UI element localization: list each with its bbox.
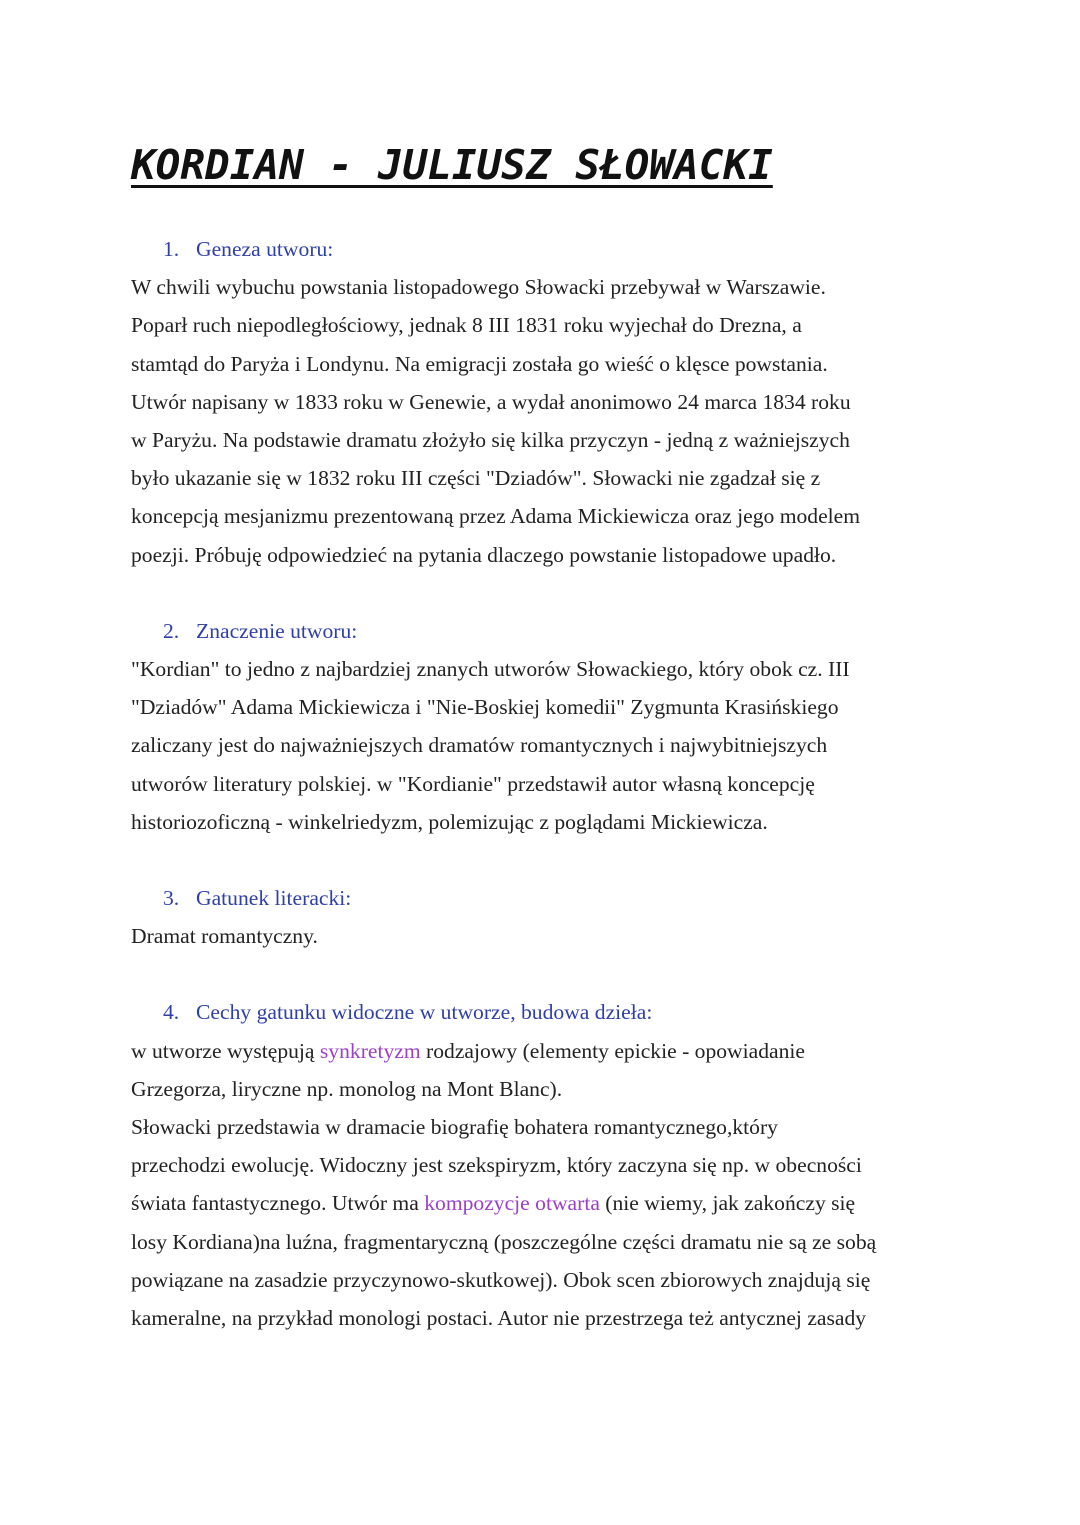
section-number: 4.: [163, 1000, 180, 1025]
section-genre-features: [131, 993, 951, 1337]
text-line: koncepcją mesjanizmu prezentowaną przez Adama Mickiewicza oraz jego modelem: [131, 504, 861, 529]
text-line: [131, 1191, 855, 1215]
text-line: [131, 1039, 805, 1063]
section-number: 1.: [163, 237, 180, 261]
paragraph: [131, 268, 951, 574]
section-number: 2.: [163, 618, 180, 643]
section-heading: [131, 879, 951, 917]
section-heading: [131, 230, 951, 268]
section-heading-text: Gatunek literacki:: [196, 886, 352, 911]
text-line: historiozoficzną - winkelriedyzm, polemizując z poglądami Mickiewicza.: [131, 809, 768, 834]
text-line: "Dziadów" Adama Mickiewicza i "Nie-Boskiej komedii" Zygmunta Krasińskiego: [131, 695, 839, 720]
section-heading-text: Cechy gatunku widoczne w utworze, budowa dzieła:: [196, 1000, 653, 1025]
text-line: losy Kordiana)na luźna, fragmentaryczną (poszczególne części dramatu nie są ze sobą: [131, 1229, 877, 1254]
text-line: w Paryżu. Na podstawie dramatu złożyło się kilka przyczyn - jedną z ważniejszych: [131, 428, 850, 453]
document-body: [131, 230, 951, 1337]
text-line: Utwór napisany w 1833 roku w Genewie, a wydał anonimowo 24 marca 1834 roku: [131, 389, 851, 414]
section-genre: [131, 879, 951, 955]
text-line: poezji. Próbuję odpowiedzieć na pytania dlaczego powstanie listopadowe upadło.: [131, 542, 837, 567]
text-line: "Kordian" to jedno z najbardziej znanych utworów Słowackiego, który obok cz. III: [131, 657, 850, 682]
section-heading: [131, 993, 951, 1031]
text-line: przechodzi ewolucję. Widoczny jest szekspiryzm, który zaczyna się np. w obecności: [131, 1153, 862, 1178]
text-line: Grzegorza, liryczne np. monolog na Mont Blanc).: [131, 1076, 563, 1101]
text-line: powiązane na zasadzie przyczynowo-skutkowej). Obok scen zbiorowych znajdują się: [131, 1267, 871, 1292]
section-heading-text: Znaczenie utworu:: [196, 618, 358, 643]
text-line: kameralne, na przykład monologi postaci. Autor nie przestrzega też antycznej zasady: [131, 1306, 867, 1331]
text-segment: (nie wiemy, jak zakończy się: [599, 1191, 856, 1216]
text-line: utworów literatury polskiej. w "Kordianie" przedstawił autor własną koncepcję: [131, 771, 815, 796]
paragraph: [131, 1032, 951, 1338]
text-line: W chwili wybuchu powstania listopadowego Słowacki przebywał w Warszawie.: [131, 275, 826, 300]
section-heading-text: Geneza utworu:: [196, 237, 334, 261]
text-segment: rodzajowy (elementy epickie - opowiadanie: [420, 1038, 805, 1063]
paragraph: [131, 650, 951, 841]
text-line: Słowacki przedstawia w dramacie biografię bohatera romantycznego,który: [131, 1115, 778, 1140]
section-genesis: [131, 230, 951, 574]
text-line: było ukazanie się w 1832 roku III części "Dziadów". Słowacki nie zgadzał się z: [131, 466, 821, 491]
section-number: 3.: [163, 886, 180, 911]
highlighted-term: synkretyzm: [319, 1038, 421, 1063]
highlighted-term: kompozycje otwarta: [424, 1191, 600, 1216]
document-title: KORDIAN - JULIUSZ SŁOWACKI: [131, 141, 773, 189]
text-segment: świata fantastycznego. Utwór ma: [131, 1191, 425, 1216]
text-line: Dramat romantyczny.: [131, 924, 318, 949]
paragraph: [131, 917, 951, 955]
text-line: Poparł ruch niepodległościowy, jednak 8 III 1831 roku wyjechał do Drezna, a: [131, 313, 802, 338]
section-significance: [131, 612, 951, 841]
text-line: stamtąd do Paryża i Londynu. Na emigracji została go wieść o klęsce powstania.: [131, 351, 828, 376]
text-line: zaliczany jest do najważniejszych dramatów romantycznych i najwybitniejszych: [131, 733, 828, 758]
section-heading: [131, 612, 951, 650]
text-segment: w utworze występują: [131, 1038, 320, 1063]
